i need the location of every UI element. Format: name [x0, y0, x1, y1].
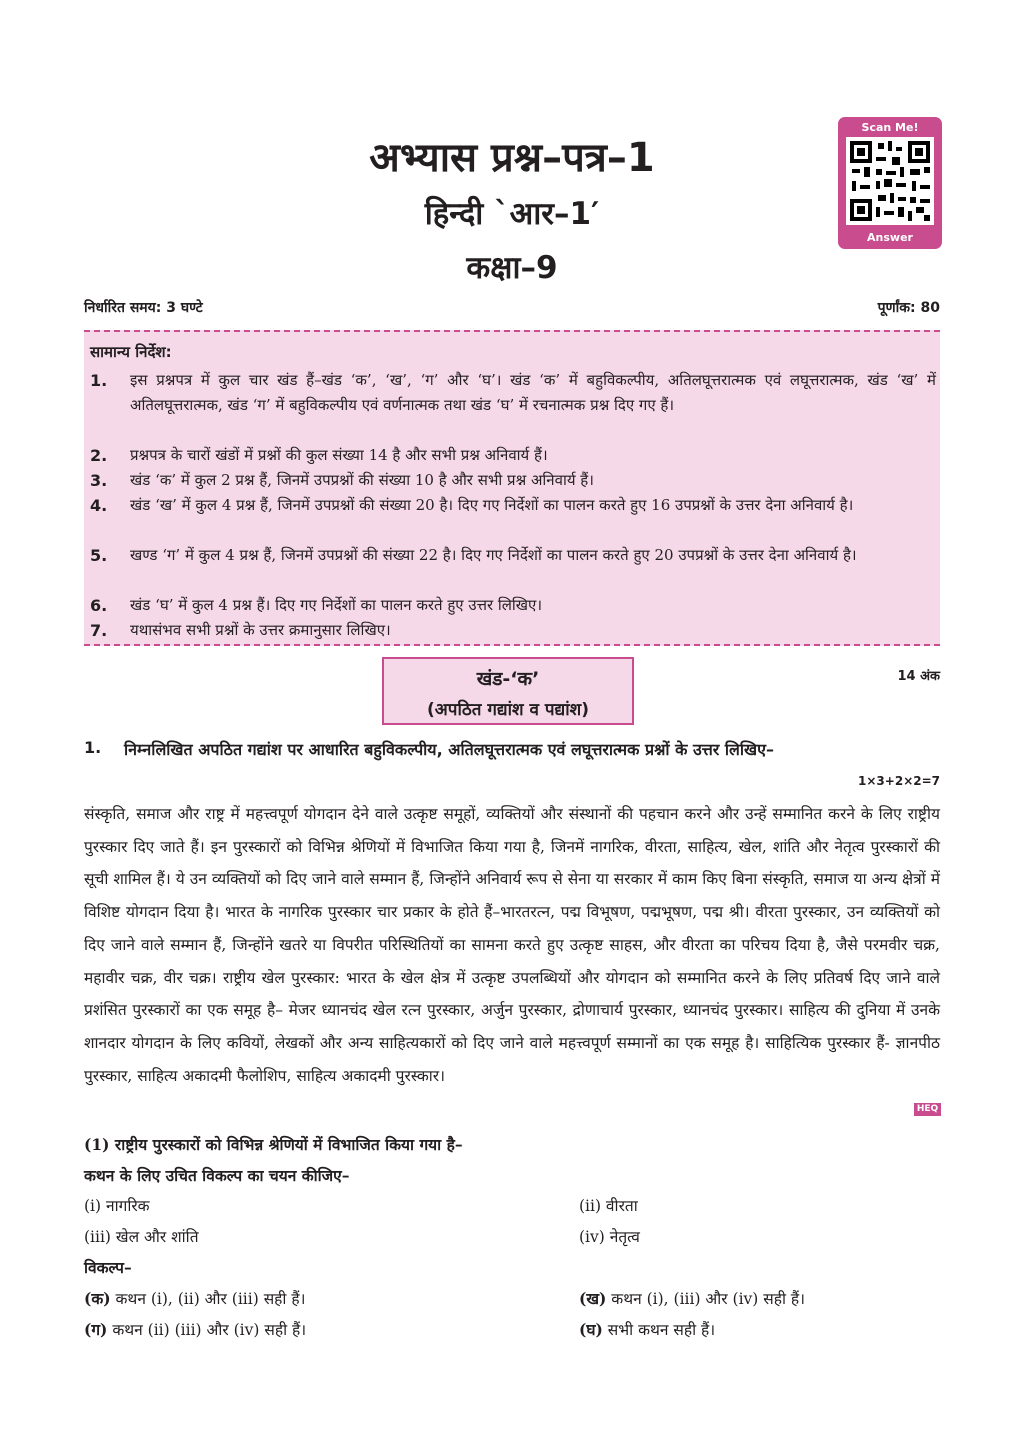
instruction-number: 4.: [90, 496, 108, 515]
max-marks: पूर्णांक: 80: [877, 300, 940, 316]
instruction-number: 1.: [90, 371, 108, 390]
section-name: खंड-‘क’: [476, 668, 540, 690]
instruction-text: प्रश्नपत्र के चारों खंडों में प्रश्नों की कुल संख्या 14 है और सभी प्रश्न अनिवार्य हैं।: [130, 446, 548, 464]
option-text: कथन (ii) (iii) और (iv) सही हैं।: [107, 1321, 307, 1339]
option-label: (क): [84, 1289, 111, 1308]
instruction-text: खंड ‘ख’ में कुल 4 प्रश्न हैं, जिनमें उपप्रश्नों की संख्या 20 है। दिए गए निर्देशों का पालन करते हुए 16 उपप्रश्नों के उत्तर देना अनिवार्य है।: [130, 496, 854, 514]
qr-badge[interactable]: [838, 117, 942, 249]
option-label: (ग): [84, 1320, 108, 1339]
section-heading-box: [382, 657, 634, 725]
options-heading: विकल्प–: [84, 1258, 132, 1277]
qr-answer-label: Answer: [867, 231, 913, 244]
class-title: कक्षा–9: [466, 250, 558, 286]
question-marks: 1×3+2×2=7: [858, 774, 940, 788]
question-number: 1.: [84, 738, 102, 757]
heq-badge: HEQ: [914, 1103, 941, 1116]
statement-item: (i) नागरिक: [84, 1197, 150, 1215]
section-subtitle: (अपठित गद्यांश व पद्यांश): [427, 700, 589, 720]
subject-title: हिन्दी `आर–1′: [424, 196, 600, 232]
option-c[interactable]: [84, 1318, 306, 1340]
unseen-passage: संस्कृति, समाज और राष्ट्र में महत्त्वपूर्ण योगदान देने वाले उत्कृष्ट समूहों, व्यक्तियों और संस्थानों की पहचान करने और उन्हें सम्मानित करने के लिए राष्ट्रीय पुरस्कार दिए जाते हैं। इन पुरस्कारों को विभिन्न श्रेणियों में विभाजित किया गया है, जिनमें नागरिक, वीरता, साहित्य, खेल, शांति और नेतृत्व पुरस्कारों की सूची शामिल हैं। ये उन व्यक्तियों को दिए जाने वाले सम्मान हैं, जिन्होंने अनिवार्य रूप से सेना या सरकार में काम किए बिना संस्कृति, समाज या अन्य क्षेत्रों में विशिष्ट योगदान दिया है। भारत के नागरिक पुरस्कार चार प्रकार के होते हैं–भारतरत्न, पद्म विभूषण, पद्मभूषण, पद्म श्री। वीरता पुरस्कार, उन व्यक्तियों को दिए जाने वाले सम्मान हैं, जिन्होंने खतरे या विपरीत परिस्थितियों का सामना करते हुए उत्कृष्ट साहस, और वीरता का परिचय दिया है, जैसे परमवीर चक्र, महावीर चक्र, वीर चक्र। राष्ट्रीय खेल पुरस्कार: भारत के खेल क्षेत्र में उत्कृष्ट उपलब्धियों और योगदान को सम्मानित करने के लिए प्रतिवर्ष दिए जाने वाले प्रशंसित पुरस्कारों का एक समूह है– मेजर ध्यानचंद खेल रत्न पुरस्कार, अर्जुन पुरस्कार, द्रोणाचार्य पुरस्कार, ध्यानचंद पुरस्कार। साहित्य की दुनिया में उनके शानदार योगदान के लिए कवियों, लेखकों और अन्य साहित्यकारों को दिए जाने वाले महत्त्वपूर्ण सम्मानों का एक समूह है। साहित्यिक पुरस्कार हैं- ज्ञानपीठ पुरस्कार, साहित्य अकादमी फैलोशिप, साहित्य अकादमी पुरस्कार।: [84, 805, 940, 1085]
section-marks: 14 अंक: [897, 669, 940, 684]
option-a[interactable]: [84, 1287, 305, 1309]
instruction-number: 6.: [90, 596, 108, 615]
option-label: (घ): [579, 1320, 603, 1339]
instruction-text: खंड ‘क’ में कुल 2 प्रश्न हैं, जिनमें उपप्रश्नों की संख्या 10 है और सभी प्रश्न अनिवार्य हैं।: [130, 471, 594, 489]
instruction-text: खंड ‘घ’ में कुल 4 प्रश्न हैं। दिए गए निर्देशों का पालन करते हुए उत्तर लिखिए।: [130, 596, 543, 614]
instructions-heading: सामान्य निर्देश:: [90, 343, 172, 361]
instruction-text: खण्ड ‘ग’ में कुल 4 प्रश्न हैं, जिनमें उपप्रश्नों की संख्या 22 है। दिए गए निर्देशों का पालन करते हुए 20 उपप्रश्नों के उत्तर देना अनिवार्य है।: [130, 546, 857, 564]
option-text: कथन (i), (iii) और (iv) सही हैं।: [606, 1290, 806, 1308]
option-text: कथन (i), (ii) और (iii) सही हैं।: [110, 1290, 306, 1308]
instruction-text: इस प्रश्नपत्र में कुल चार खंड हैं–खंड ‘क’, ‘ख’, ‘ग’ और ‘घ’। खंड ‘क’ में बहुविकल्पीय, अतिलघूत्तरात्मक एवं लघूत्तरात्मक, खंड ‘ख’ में अतिलघूत्तरात्मक, खंड ‘ग’ में बहुविकल्पीय एवं वर्णनात्मक तथा खंड ‘घ’ में रचनात्मक प्रश्न दिए गए हैं।: [130, 371, 936, 414]
statement-item: (iv) नेतृत्व: [579, 1228, 640, 1246]
option-b[interactable]: [579, 1287, 805, 1309]
qr-scan-label: Scan Me!: [861, 121, 919, 134]
time-allowed: निर्धारित समय: 3 घण्टे: [84, 300, 203, 316]
instruction-number: 5.: [90, 546, 108, 565]
question-text: निम्नलिखित अपठित गद्यांश पर आधारित बहुविकल्पीय, अतिलघूत्तरात्मक एवं लघूत्तरात्मक प्रश्नों के उत्तर लिखिए–: [124, 740, 774, 759]
subquestion-instruction: कथन के लिए उचित विकल्प का चयन कीजिए–: [84, 1166, 350, 1185]
instruction-number: 2.: [90, 446, 108, 465]
subquestion-text: (1) राष्ट्रीय पुरस्कारों को विभिन्न श्रेणियों में विभाजित किया गया है–: [84, 1135, 463, 1154]
option-label: (ख): [579, 1289, 607, 1308]
instruction-number: 3.: [90, 471, 108, 490]
option-text: सभी कथन सही हैं।: [602, 1321, 716, 1339]
statement-item: (iii) खेल और शांति: [84, 1228, 199, 1246]
general-instructions: [84, 330, 940, 646]
instruction-number: 7.: [90, 621, 108, 640]
instruction-text: यथासंभव सभी प्रश्नों के उत्तर क्रमानुसार लिखिए।: [130, 621, 391, 639]
option-d[interactable]: [579, 1318, 715, 1340]
page-title: अभ्यास प्रश्न–पत्र–1: [369, 135, 655, 181]
qr-code-icon: [846, 137, 934, 225]
statement-item: (ii) वीरता: [579, 1197, 638, 1215]
